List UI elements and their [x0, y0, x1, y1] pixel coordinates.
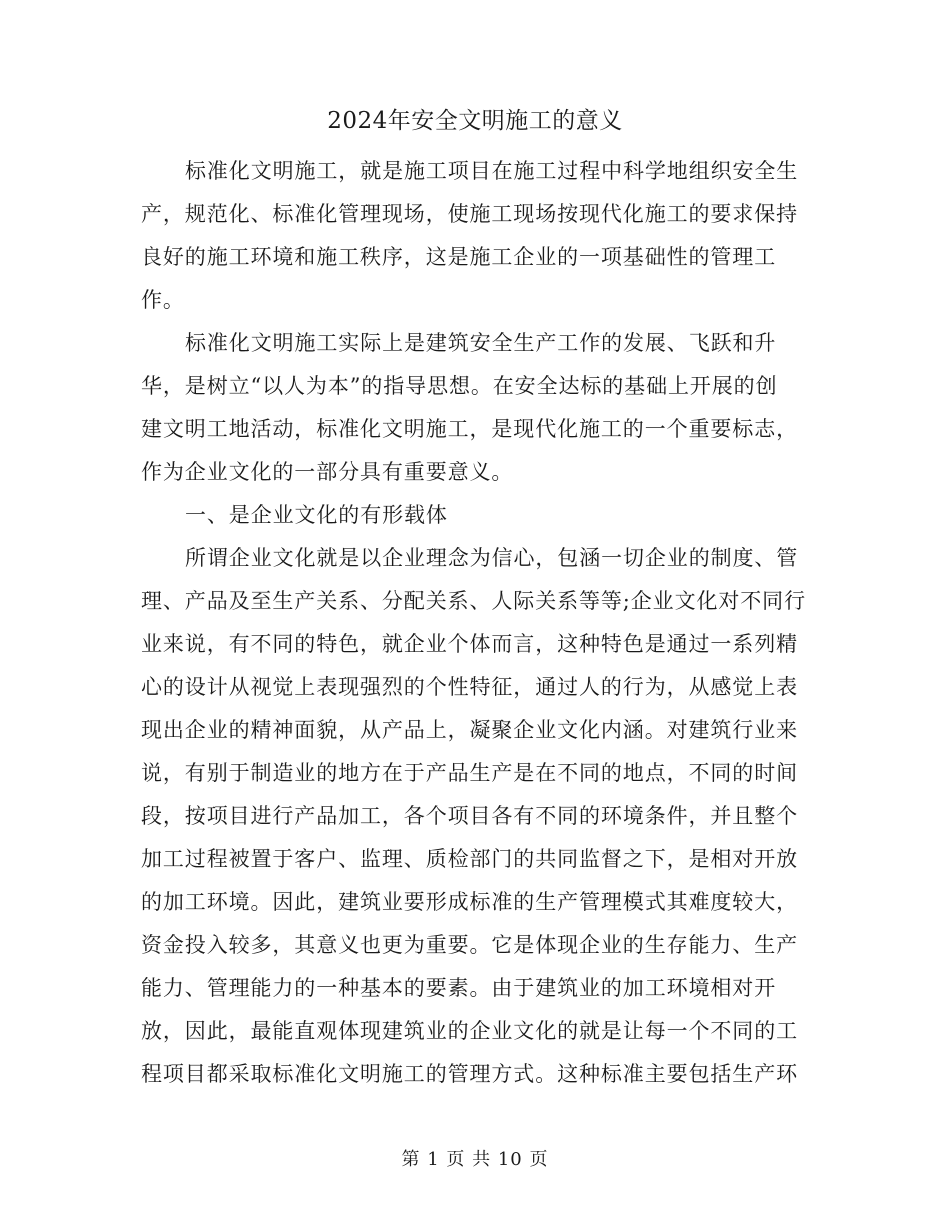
paragraph-line: 能力、管理能力的一种基本的要素。由于建筑业的加工环境相对开 [141, 976, 777, 1000]
paragraph-line: 作为企业文化的一部分具有重要意义。 [141, 460, 514, 484]
paragraph-line: 段，按项目进行产品加工，各个项目各有不同的环境条件，并且整个 [141, 804, 798, 828]
paragraph-line: 说，有别于制造业的地方在于产品生产是在不同的地点，不同的时间 [141, 761, 798, 785]
document-title: 2024年安全文明施工的意义 [327, 108, 623, 134]
paragraph-line: 资金投入较多，其意义也更为重要。它是体现企业的生存能力、生产 [141, 933, 798, 957]
paragraph-line: 的加工环境。因此，建筑业要形成标准的生产管理模式其难度较大， [141, 890, 798, 914]
paragraph-line: 良好的施工环境和施工秩序，这是施工企业的一项基础性的管理工 [141, 245, 777, 269]
document-body [141, 150, 809, 1096]
paragraph-line: 加工过程被置于客户、监理、质检部门的共同监督之下，是相对开放 [141, 847, 798, 871]
paragraph-line: 放，因此，最能直观体现建筑业的企业文化的就是让每一个不同的工 [141, 1019, 798, 1043]
paragraph-line: 华，是树立“以人为本”的指导思想。在安全达标的基础上开展的创 [141, 374, 778, 398]
paragraph-line: 业来说，有不同的特色，就企业个体而言，这种特色是通过一系列精 [141, 632, 798, 656]
section-heading: 一、是企业文化的有形载体 [185, 503, 448, 527]
paragraph-line: 所谓企业文化就是以企业理念为信心，包涵一切企业的制度、管 [185, 546, 799, 570]
paragraph-line: 理、产品及至生产关系、分配关系、人际关系等等;企业文化对不同行 [141, 589, 806, 613]
paragraph-line: 产，规范化、标准化管理现场，使施工现场按现代化施工的要求保持 [141, 202, 798, 226]
paragraph-line: 标准化文明施工，就是施工项目在施工过程中科学地组织安全生 [185, 159, 799, 183]
page-footer: 第 1 页 共 10 页 [401, 1149, 549, 1170]
paragraph-line: 心的设计从视觉上表现强烈的个性特征，通过人的行为，从感觉上表 [141, 675, 798, 699]
paragraph-line: 现出企业的精神面貌，从产品上，凝聚企业文化内涵。对建筑行业来 [141, 718, 798, 742]
paragraph-line: 程项目都采取标准化文明施工的管理方式。这种标准主要包括生产环 [141, 1062, 798, 1086]
paragraph-line: 标准化文明施工实际上是建筑安全生产工作的发展、飞跃和升 [185, 331, 777, 355]
paragraph-line: 建文明工地活动，标准化文明施工，是现代化施工的一个重要标志， [141, 417, 798, 441]
paragraph-line: 作。 [141, 288, 185, 312]
